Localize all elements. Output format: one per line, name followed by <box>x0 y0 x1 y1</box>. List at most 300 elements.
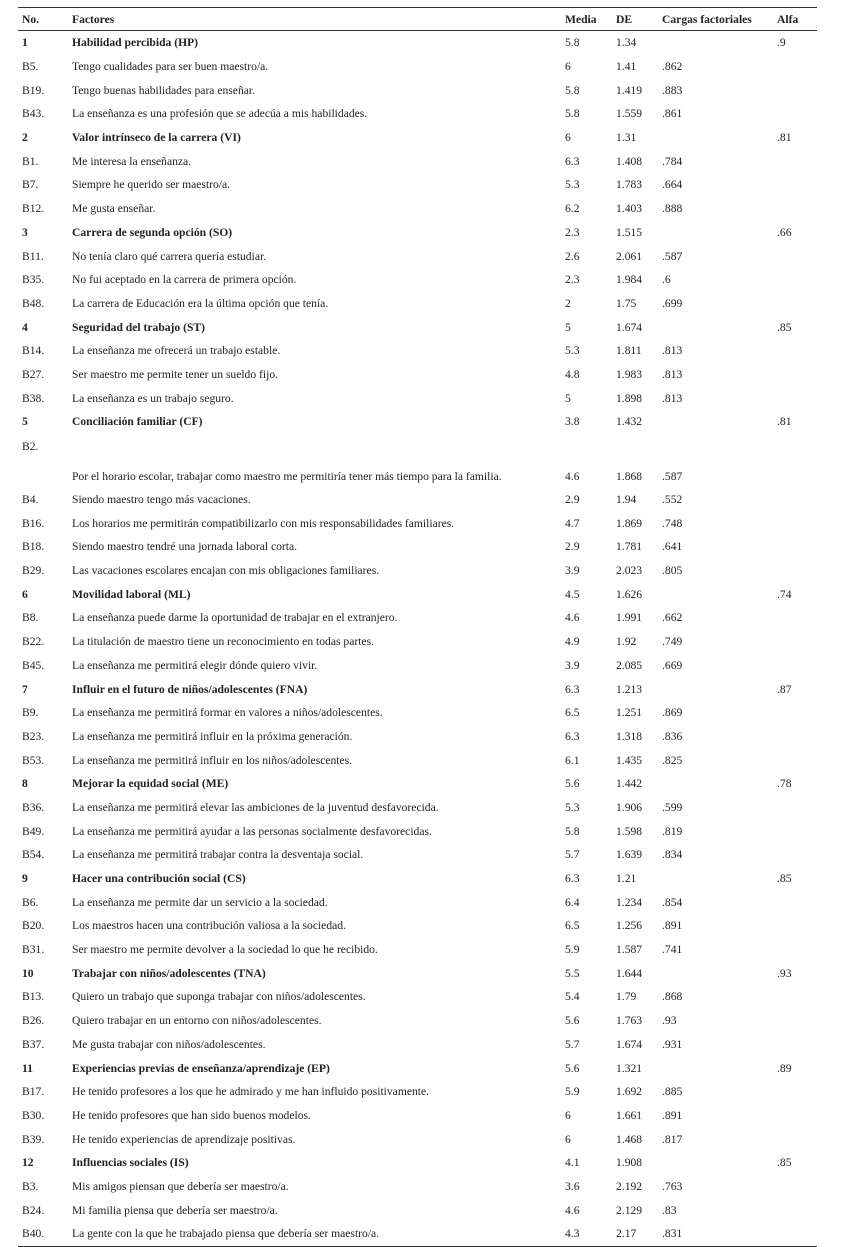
cell-factor-text: Hacer una contribución social (CS) <box>72 872 246 886</box>
cell-media: 6.4 <box>565 895 580 909</box>
cell-carga-factorial: .587 <box>662 249 683 263</box>
cell-factor-text: La enseñanza me ofrecerá un trabajo estable. <box>72 344 281 358</box>
cell-no: B13. <box>22 990 45 1004</box>
item-row <box>18 78 817 102</box>
cell-media: 5.6 <box>565 777 580 791</box>
cell-factor-text: Me gusta trabajar con niños/adolescentes. <box>72 1037 266 1051</box>
item-row <box>18 292 817 316</box>
cell-alfa <box>773 339 817 363</box>
cell-media: 2 <box>565 296 571 310</box>
cell-no: B36. <box>22 800 45 814</box>
cell-alfa: .85 <box>777 872 792 886</box>
item-row <box>18 796 817 820</box>
cell-carga-factorial: .669 <box>662 658 683 672</box>
cell-carga-factorial: .834 <box>662 848 683 862</box>
cell-factor-text: La enseñanza me permitirá influir en la próxima generación. <box>72 729 353 743</box>
cell-carga-factorial: .868 <box>662 990 683 1004</box>
cell-de: 1.674 <box>616 320 643 334</box>
cell-factor-text: La enseñanza me permitirá influir en los niños/adolescentes. <box>72 753 353 767</box>
cell-de: 1.34 <box>616 36 637 50</box>
cell-media: 6 <box>565 60 571 74</box>
cell-no: B37. <box>22 1037 45 1051</box>
cell-de: 1.234 <box>616 895 643 909</box>
item-row <box>18 197 817 221</box>
cell-no: B23. <box>22 729 45 743</box>
cell-media: 6 <box>565 1108 571 1122</box>
cell-de: 1.692 <box>616 1085 643 1099</box>
cell-de: 1.781 <box>616 540 643 554</box>
item-row <box>18 535 817 559</box>
cell-media: 6.5 <box>565 706 580 720</box>
item-row <box>18 339 817 363</box>
cell-factor-text: Seguridad del trabajo (ST) <box>72 320 206 334</box>
header-media: Media <box>561 8 612 31</box>
cell-de: 1.94 <box>616 493 637 507</box>
cell-alfa <box>773 363 817 387</box>
cell-alfa <box>773 701 817 725</box>
cell-factor-text: Ser maestro me permite tener un sueldo fijo. <box>72 367 279 381</box>
item-row <box>18 488 817 512</box>
cell-factor-text: Siempre he querido ser maestro/a. <box>72 178 231 192</box>
cell-no: B30. <box>22 1108 45 1122</box>
cell-carga-factorial <box>658 221 773 245</box>
cell-de: 1.644 <box>616 966 643 980</box>
item-row <box>18 1222 817 1246</box>
cell-carga-factorial: .587 <box>662 469 683 483</box>
cell-alfa: .85 <box>777 320 792 334</box>
cell-alfa <box>773 1198 817 1222</box>
cell-factor-text: Me interesa la enseñanza. <box>72 154 192 168</box>
cell-factor-text: La enseñanza es una profesión que se adecúa a mis habilidades. <box>72 107 368 121</box>
cell-no: B38. <box>22 391 45 405</box>
cell-no: B1. <box>22 154 39 168</box>
cell-no: B54. <box>22 848 45 862</box>
cell-carga-factorial: .817 <box>662 1132 683 1146</box>
cell-media: 3.8 <box>565 415 580 429</box>
cell-media: 6.3 <box>565 729 580 743</box>
item-row <box>18 606 817 630</box>
cell-no: B35. <box>22 273 45 287</box>
cell-carga-factorial <box>658 677 773 701</box>
cell-media: 4.1 <box>565 1156 580 1170</box>
cell-alfa <box>773 244 817 268</box>
cell-no: B43. <box>22 107 45 121</box>
cell-factor-text: Trabajar con niños/adolescentes (TNA) <box>72 966 266 980</box>
cell-media: 5.9 <box>565 943 580 957</box>
cell-de: 1.868 <box>616 469 643 483</box>
cell-media: 2.6 <box>565 249 580 263</box>
cell-factor-text: La gente con la que he trabajado piensa que debería ser maestro/a. <box>68 1222 561 1246</box>
item-row <box>18 725 817 749</box>
cell-carga-factorial <box>658 772 773 796</box>
cell-media: 3.9 <box>565 564 580 578</box>
cell-no: 5 <box>22 415 28 429</box>
cell-de: 1.908 <box>616 1156 643 1170</box>
cell-carga-factorial: .883 <box>662 83 683 97</box>
cell-factor-text: La enseñanza puede darme la oportunidad de trabajar en el extranjero. <box>72 611 398 625</box>
cell-de: 1.515 <box>616 225 643 239</box>
cell-de: 1.869 <box>616 516 643 530</box>
cell-de: 1.763 <box>616 1014 643 1028</box>
cell-carga-factorial <box>658 961 773 985</box>
factor-row <box>18 410 817 434</box>
factor-row <box>18 1151 817 1175</box>
cell-media: 5.4 <box>565 990 580 1004</box>
factor-row <box>18 582 817 606</box>
cell-de: 1.213 <box>616 682 643 696</box>
cell-media: 2.3 <box>565 273 580 287</box>
cell-media: 4.3 <box>561 1222 612 1246</box>
cell-de: 1.984 <box>616 273 643 287</box>
cell-carga-factorial: .854 <box>662 895 683 909</box>
cell-alfa <box>773 796 817 820</box>
item-row <box>18 268 817 292</box>
cell-de: 1.587 <box>616 943 643 957</box>
cell-factor-text: La enseñanza me permitirá elegir dónde quiero vivir. <box>72 658 318 672</box>
cell-alfa <box>773 1080 817 1104</box>
cell-carga-factorial: .552 <box>662 493 683 507</box>
cell-media: 5.3 <box>565 344 580 358</box>
cell-no: B40. <box>18 1222 68 1246</box>
cell-de: 1.598 <box>616 824 643 838</box>
cell-de: 1.661 <box>616 1108 643 1122</box>
cell-factor-text: Ser maestro me permite devolver a la sociedad lo que he recibido. <box>72 943 378 957</box>
cell-media: 5 <box>565 320 571 334</box>
cell-no: B19. <box>22 83 45 97</box>
cell-alfa <box>773 725 817 749</box>
cell-media: 4.6 <box>565 1203 580 1217</box>
item-row <box>18 1198 817 1222</box>
cell-de: 1.92 <box>616 635 637 649</box>
cell-media: 5 <box>565 391 571 405</box>
item-row <box>18 511 817 535</box>
cell-alfa <box>773 173 817 197</box>
cell-alfa <box>773 511 817 535</box>
cell-de: 1.432 <box>616 415 643 429</box>
cell-carga-factorial: .931 <box>662 1037 683 1051</box>
cell-media: 5.8 <box>565 83 580 97</box>
cell-alfa <box>773 1127 817 1151</box>
cell-no: B20. <box>22 919 45 933</box>
cell-carga-factorial: .862 <box>662 60 683 74</box>
cell-no: B22. <box>22 635 45 649</box>
cell-de: 1.75 <box>616 296 637 310</box>
cell-alfa: .66 <box>777 225 792 239</box>
cell-media: 5.8 <box>565 36 580 50</box>
cell-media: 6.3 <box>565 154 580 168</box>
cell-no: 9 <box>22 872 28 886</box>
cell-no: B45. <box>22 658 45 672</box>
header-no: No. <box>18 8 68 31</box>
cell-carga-factorial: .861 <box>662 107 683 121</box>
cell-no: 1 <box>22 36 28 50</box>
cell-no: B53. <box>22 753 45 767</box>
cell-carga-factorial <box>658 126 773 150</box>
cell-de: 1.251 <box>616 706 643 720</box>
cell-factor-text: No tenía claro qué carrera quería estudiar. <box>72 249 267 263</box>
factor-row <box>18 315 817 339</box>
cell-no: B7. <box>22 178 39 192</box>
cell-no: B12. <box>22 202 45 216</box>
cell-factor-text: He tenido profesores a los que he admirado y me han influido positivamente. <box>72 1085 430 1099</box>
cell-carga-factorial: .749 <box>662 635 683 649</box>
cell-alfa <box>773 1222 817 1246</box>
cell-carga-factorial <box>658 1056 773 1080</box>
cell-de: 1.318 <box>616 729 643 743</box>
cell-de: 2.192 <box>616 1179 643 1193</box>
item-row <box>18 819 817 843</box>
cell-no: B3. <box>22 1179 39 1193</box>
cell-carga-factorial: .664 <box>662 178 683 192</box>
cell-alfa: .85 <box>777 1156 792 1170</box>
cell-alfa <box>773 535 817 559</box>
factor-row <box>18 126 817 150</box>
cell-no: B39. <box>22 1132 45 1146</box>
item-row <box>18 55 817 79</box>
cell-de: 2.129 <box>616 1203 643 1217</box>
cell-factor-text: La enseñanza me permitirá formar en valores a niños/adolescentes. <box>72 706 383 720</box>
cell-alfa: .78 <box>777 777 792 791</box>
cell-carga-factorial: .888 <box>662 202 683 216</box>
item-row <box>18 1104 817 1128</box>
cell-alfa: .9 <box>777 36 786 50</box>
header-alfa: Alfa <box>773 8 817 31</box>
cell-factor-text: La enseñanza me permitirá ayudar a las personas socialmente desfavorecidas. <box>72 824 432 838</box>
cell-media: 4.7 <box>565 516 580 530</box>
cell-factor-text: La carrera de Educación era la última opción que tenía. <box>72 296 329 310</box>
cell-de: 1.79 <box>616 990 637 1004</box>
cell-factor-text: Movilidad laboral (ML) <box>72 587 191 601</box>
cell-de: 1.639 <box>616 848 643 862</box>
cell-de: 1.321 <box>616 1061 643 1075</box>
table-body <box>18 31 817 1247</box>
cell-media: 5.3 <box>565 178 580 192</box>
cell-alfa <box>773 1104 817 1128</box>
cell-no: B9. <box>22 706 39 720</box>
item-row <box>18 434 817 488</box>
table-header-row <box>18 8 817 31</box>
item-row <box>18 244 817 268</box>
cell-no: 12 <box>22 1156 34 1170</box>
cell-factor-text: Mejorar la equidad social (ME) <box>72 777 229 791</box>
cell-media: 5.8 <box>565 824 580 838</box>
cell-alfa: .89 <box>777 1061 792 1075</box>
factor-row <box>18 772 817 796</box>
cell-carga-factorial <box>658 867 773 891</box>
cell-alfa <box>773 197 817 221</box>
cell-media: 3.9 <box>565 658 580 672</box>
item-row <box>18 914 817 938</box>
cell-no: B24. <box>22 1203 45 1217</box>
cell-no: 8 <box>22 777 28 791</box>
cell-alfa <box>773 985 817 1009</box>
cell-media: 5.3 <box>565 800 580 814</box>
cell-alfa: .93 <box>777 966 792 980</box>
cell-carga-factorial: .885 <box>662 1085 683 1099</box>
cell-alfa <box>773 149 817 173</box>
cell-media: 4.8 <box>565 367 580 381</box>
cell-alfa <box>773 268 817 292</box>
cell-alfa <box>773 1033 817 1057</box>
cell-factor-text: La titulación de maestro tiene un reconocimiento en todas partes. <box>72 635 374 649</box>
cell-factor-text: He tenido profesores que han sido buenos modelos. <box>72 1108 311 1122</box>
cell-carga-factorial <box>658 410 773 434</box>
cell-factor-text: Siendo maestro tendré una jornada laboral corta. <box>72 540 298 554</box>
cell-no: B18. <box>22 540 45 554</box>
cell-carga-factorial: .641 <box>662 540 683 554</box>
item-row <box>18 654 817 678</box>
cell-no: 2 <box>22 131 28 145</box>
item-row <box>18 173 817 197</box>
cell-alfa <box>773 654 817 678</box>
cell-carga-factorial: .805 <box>662 564 683 578</box>
item-row <box>18 1080 817 1104</box>
cell-de: 1.41 <box>616 60 637 74</box>
cell-alfa <box>773 292 817 316</box>
cell-no: 10 <box>22 966 34 980</box>
cell-de: 1.783 <box>616 178 643 192</box>
cell-alfa <box>773 559 817 583</box>
cell-carga-factorial: .891 <box>662 1108 683 1122</box>
item-row <box>18 890 817 914</box>
cell-de: 1.403 <box>616 202 643 216</box>
cell-de: 1.811 <box>616 344 642 358</box>
cell-media: 2.9 <box>565 493 580 507</box>
cell-carga-factorial: .813 <box>662 344 683 358</box>
cell-alfa <box>773 1009 817 1033</box>
item-row <box>18 701 817 725</box>
cell-de: 1.408 <box>616 154 643 168</box>
cell-no: B2. <box>22 439 39 453</box>
cell-no: B11. <box>22 249 44 263</box>
cell-media: 6.1 <box>565 753 580 767</box>
cell-factor-text: La enseñanza es un trabajo seguro. <box>72 391 234 405</box>
cell-de: 1.898 <box>616 391 643 405</box>
cell-carga-factorial: .748 <box>662 516 683 530</box>
cell-no: 3 <box>22 225 28 239</box>
cell-alfa <box>773 102 817 126</box>
item-row <box>18 386 817 410</box>
factor-row <box>18 961 817 985</box>
cell-no: 6 <box>22 587 28 601</box>
factors-table <box>18 7 817 1247</box>
cell-no: B5. <box>22 60 39 74</box>
cell-de: 1.419 <box>616 83 643 97</box>
cell-media: 5.6 <box>565 1014 580 1028</box>
cell-alfa <box>773 55 817 79</box>
cell-carga-factorial <box>658 31 773 55</box>
header-cargas-factoriales: Cargas factoriales <box>658 8 773 31</box>
cell-media: 5.6 <box>565 1061 580 1075</box>
cell-no: B29. <box>22 564 45 578</box>
factor-row <box>18 221 817 245</box>
cell-media: 4.6 <box>565 611 580 625</box>
cell-de: 2.023 <box>616 564 643 578</box>
cell-no: B8. <box>22 611 39 625</box>
cell-alfa: .74 <box>777 587 792 601</box>
item-row <box>18 1127 817 1151</box>
cell-alfa <box>773 890 817 914</box>
cell-factor-text: Siendo maestro tengo más vacaciones. <box>72 493 251 507</box>
cell-carga-factorial: .83 <box>662 1203 677 1217</box>
cell-carga-factorial: .825 <box>662 753 683 767</box>
cell-no: B31. <box>22 943 45 957</box>
cell-no: 4 <box>22 320 28 334</box>
cell-factor-text: Las vacaciones escolares encajan con mis obligaciones familiares. <box>72 564 380 578</box>
header-de: DE <box>612 8 658 31</box>
cell-carga-factorial: .813 <box>662 391 683 405</box>
cell-factor-text: La enseñanza me permitirá trabajar contra la desventaja social. <box>72 848 364 862</box>
factor-row <box>18 867 817 891</box>
cell-carga-factorial: .891 <box>662 919 683 933</box>
cell-no: B14. <box>22 344 45 358</box>
cell-carga-factorial: .813 <box>662 367 683 381</box>
cell-no: B27. <box>22 367 45 381</box>
cell-factor-text: Me gusta enseñar. <box>72 202 156 216</box>
cell-de: 1.991 <box>616 611 643 625</box>
cell-alfa: .87 <box>777 682 792 696</box>
cell-no: B4. <box>22 493 39 507</box>
cell-factor-text: Por el horario escolar, trabajar como maestro me permitiría tener más tiempo para la familia. <box>72 469 502 483</box>
cell-carga-factorial: .763 <box>662 1179 683 1193</box>
cell-factor-text: No fui aceptado en la carrera de primera opción. <box>72 273 297 287</box>
cell-alfa <box>773 843 817 867</box>
cell-carga-factorial <box>658 315 773 339</box>
cell-media: 5.9 <box>565 1085 580 1099</box>
cell-carga-factorial: .836 <box>662 729 683 743</box>
cell-media: 6.3 <box>565 682 580 696</box>
cell-carga-factorial: .869 <box>662 706 683 720</box>
cell-alfa: .81 <box>777 131 792 145</box>
cell-no: 11 <box>22 1061 33 1075</box>
cell-no: B48. <box>22 296 45 310</box>
cell-factor-text: Conciliación familiar (CF) <box>72 415 203 429</box>
cell-carga-factorial: .741 <box>662 943 683 957</box>
cell-factor-text: Quiero un trabajo que suponga trabajar con niños/adolescentes. <box>72 990 366 1004</box>
cell-carga-factorial: .93 <box>662 1014 677 1028</box>
cell-media: 5.7 <box>565 1037 580 1051</box>
cell-media: 6.2 <box>565 202 580 216</box>
cell-de: 1.674 <box>616 1037 643 1051</box>
cell-factor-text: Mis amigos piensan que debería ser maestro/a. <box>72 1179 289 1193</box>
item-row <box>18 1009 817 1033</box>
cell-carga-factorial: .662 <box>662 611 683 625</box>
cell-factor-text: Los horarios me permitirán compatibilizarlo con mis responsabilidades familiares. <box>72 516 455 530</box>
cell-carga-factorial: .819 <box>662 824 683 838</box>
item-row <box>18 938 817 962</box>
cell-de: 1.559 <box>616 107 643 121</box>
cell-media: 6.3 <box>565 872 580 886</box>
cell-factor-text: Los maestros hacen una contribución valiosa a la sociedad. <box>72 919 346 933</box>
item-row <box>18 843 817 867</box>
item-row <box>18 748 817 772</box>
cell-factor-text: Influir en el futuro de niños/adolescentes (FNA) <box>72 682 308 696</box>
cell-media: 4.6 <box>565 469 580 483</box>
cell-carga-factorial <box>658 1151 773 1175</box>
cell-alfa <box>773 630 817 654</box>
factor-row <box>18 1056 817 1080</box>
cell-carga-factorial: .6 <box>662 273 671 287</box>
cell-media: 6 <box>565 1132 571 1146</box>
cell-media: 4.9 <box>565 635 580 649</box>
item-row <box>18 102 817 126</box>
cell-alfa <box>773 819 817 843</box>
cell-de: 1.626 <box>616 587 643 601</box>
cell-no: B16. <box>22 516 45 530</box>
cell-media: 2.3 <box>565 225 580 239</box>
cell-factor-text: La enseñanza me permite dar un servicio a la sociedad. <box>72 895 328 909</box>
cell-media: 6 <box>565 131 571 145</box>
